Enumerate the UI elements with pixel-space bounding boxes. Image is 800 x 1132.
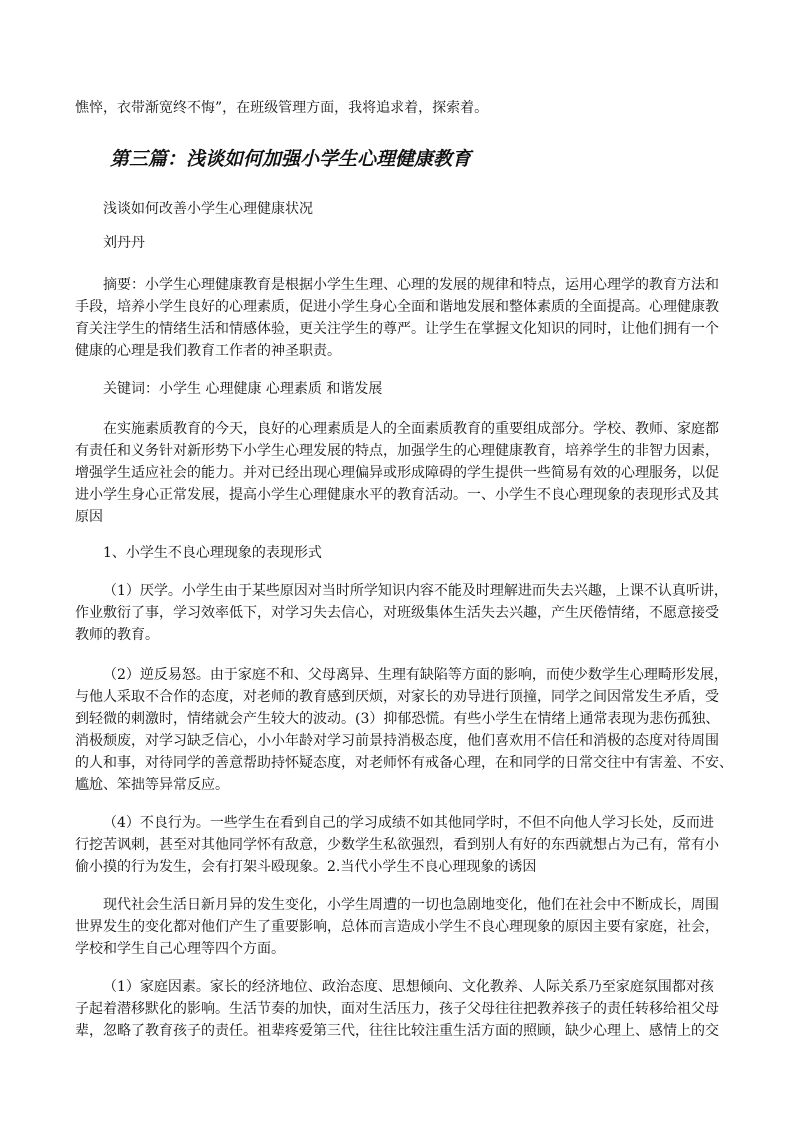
section1-title-block — [75, 542, 725, 564]
keywords-block — [75, 378, 725, 400]
text-line: （1）厌学。小学生由于某些原因对当时所学知识内容不能及时理解进而失去兴趣，上课不认真听讲， — [103, 583, 728, 599]
text-line: 到轻微的刺激时，情绪就会产生较大的波动。(3）抑郁恐慌。有些小学生在情绪上通常表现为悲伤孤独、 — [75, 711, 720, 727]
abstract-paragraph — [75, 274, 725, 362]
text-line: 增强学生适应社会的能力。并对已经出现心理偏异或形成障碍的学生提供一些简易有效的心理服务，以促 — [75, 465, 719, 481]
text-line: 作业敷衍了事，学习效率低下，对学习失去信心，对班级集体生活失去兴趣，产生厌倦情绪，不愿意接受 — [75, 605, 719, 621]
text-line: 世界发生的变化都对他们产生了重要影响，总体而言造成小学生不良心理现象的原因主要有家庭，社会， — [75, 919, 719, 935]
author-block — [75, 232, 725, 254]
text-line: 健康的心理是我们教育工作者的神圣职责。 — [75, 343, 341, 359]
subtitle: 浅谈如何改善小学生心理健康状况 — [103, 201, 313, 217]
text-line: 憔悴，衣带渐宽终不悔”，在班级管理方面，我将追求着，探索着。 — [75, 100, 489, 116]
text-line: （1）家庭因素。家长的经济地位、政治态度、思想倾向、文化教养、人际关系乃至家庭氛围都对孩 — [103, 979, 714, 995]
text-line: 手段，培养小学生良好的心理素质，促进小学生身心全面和谐地发展和整体素质的全面提高。心理健康教 — [75, 299, 719, 315]
text-line: 原因 — [75, 509, 103, 525]
intro-paragraph — [75, 418, 725, 528]
text-line: 进小学生身心正常发展，提高小学生心理健康水平的教育活动。一、小学生不良心理现象的表现形式及其 — [75, 487, 719, 503]
text-line: 辈，忽略了教育孩子的责任。祖辈疼爱第三代，往往比较注重生活方面的照顾，缺少心理上、感情上的交 — [75, 1023, 719, 1039]
top-line — [75, 97, 725, 119]
text-line: 子起着潜移默化的影响。生活节奏的加快，面对生活压力，孩子父母往往把教养孩子的责任转移给祖父母 — [75, 1001, 719, 1017]
item2-paragraph — [75, 664, 733, 796]
subtitle-block — [75, 198, 725, 220]
keywords: 关键词：小学生 心理健康 心理素质 和谐发展 — [103, 381, 383, 397]
text-line: 的人和事，对待同学的善意帮助持怀疑态度，对老师怀有戒备心理，在和同学的日常交往中有害羞、不安、 — [75, 755, 733, 771]
item4-paragraph — [75, 812, 725, 878]
author: 刘丹丹 — [103, 235, 145, 251]
text-line: 有责任和义务针对新形势下小学生心理发展的特点，加强学生的心理健康教育，培养学生的非智力因素， — [75, 443, 719, 459]
text-line: 与他人采取不合作的态度，对老师的教育感到厌烦，对家长的劝导进行顶撞，同学之间因常发生矛盾，受 — [75, 689, 719, 705]
text-line: 学校和学生自己心理等四个方面。 — [75, 941, 285, 957]
text-line: （2）逆反易怒。由于家庭不和、父母离异、生理有缺陷等方面的影响，而使少数学生心理畸形发展， — [103, 667, 728, 683]
text-line: 在实施素质教育的今天，良好的心理素质是人的全面素质教育的重要组成部分。学校、教师、家庭都 — [103, 421, 719, 437]
item1-paragraph — [75, 580, 728, 646]
section-heading: 第三篇：浅谈如何加强小学生心理健康教育 — [110, 148, 472, 170]
text-line: 摘要：小学生心理健康教育是根据小学生生理、心理的发展的规律和特点，运用心理学的教育方法和 — [103, 277, 719, 293]
text-line: 现代社会生活日新月异的发生变化，小学生周遭的一切也急剧地变化，他们在社会中不断成长，周围 — [103, 897, 719, 913]
text-line: 教师的教育。 — [75, 627, 159, 643]
text-line: 消极颓废，对学习缺乏信心，小小年龄对学习前景持消极态度，他们喜欢用不信任和消极的态度对待周围 — [75, 733, 719, 749]
text-line: 尴尬、笨拙等异常反应。 — [75, 777, 229, 793]
text-line: 偷小摸的行为发生，会有打架斗殴现象。2.当代小学生不良心理现象的诱因 — [75, 859, 537, 875]
society-paragraph — [75, 894, 725, 960]
section-title: 1、小学生不良心理现象的表现形式 — [103, 545, 322, 561]
text-line: 育关注学生的情绪生活和情感体验，更关注学生的尊严。让学生在掌握文化知识的同时，让他们拥有一个 — [75, 321, 719, 337]
family-paragraph — [75, 976, 725, 1042]
text-line: （4）不良行为。一些学生在看到自己的学习成绩不如其他同学时，不但不向他人学习长处，反而进 — [103, 815, 714, 831]
text-line: 行挖苦讽刺，甚至对其他同学怀有敌意，少数学生私欲强烈，看到别人有好的东西就想占为己有，常有小 — [75, 837, 719, 853]
